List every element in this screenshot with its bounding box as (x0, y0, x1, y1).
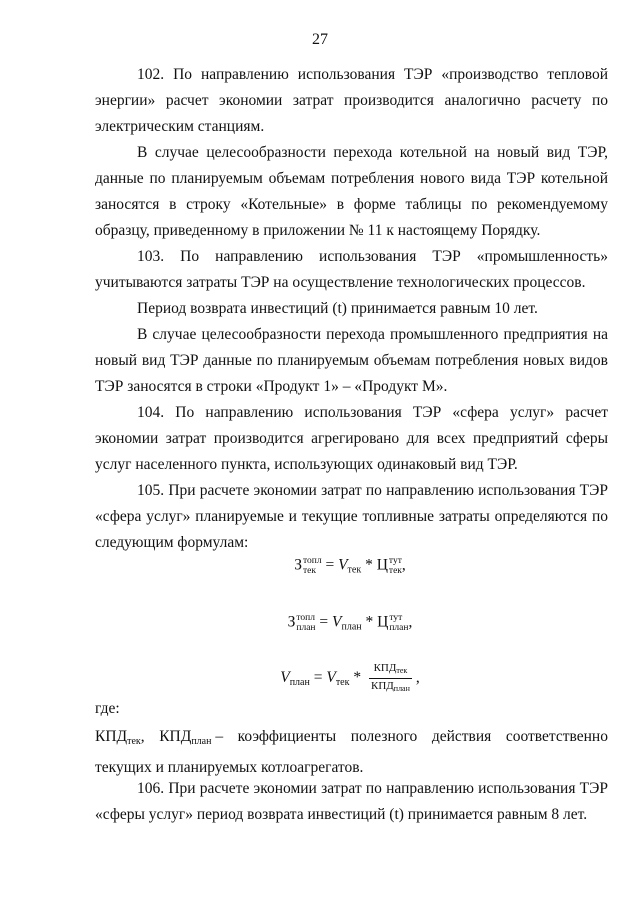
paragraph-boiler-transition: В случае целесообразности перехода котельной на новый вид ТЭР, данные по планируемым объемам потребления нового вида ТЭР котельной заносятся в строку «Котельные» в форме таблицы по рекомендуемому образцу, приведенному в приложении № 11 к настоящему Порядку. (95, 144, 608, 239)
paragraph-105: 105. При расчете экономии затрат по направлению использования ТЭР «сфера услуг» планируемые и текущие топливные затраты определяются по следующим формулам: (95, 482, 608, 551)
paragraph-103: 103. По направлению использования ТЭР «промышленность» учитываются затраты ТЭР на осуществление технологических процессов. (95, 248, 608, 291)
paragraph-payback-10: Период возврата инвестиций (t) принимается равным 10 лет. (137, 300, 538, 317)
paragraph-102: 102. По направлению использования ТЭР «производство тепловой энергии» расчет экономии затрат производится аналогично расчету по электрическим станциям. (95, 66, 608, 135)
efficiency-definition: $КПД_{тек}$, $КПД_{план}$ – коэффициенты полезного действия соответственно текущих и планируемых котлоагрегатов. (95, 728, 608, 776)
page-number: 27 (312, 31, 328, 48)
paragraph-104: 104. По направлению использования ТЭР «сфера услуг» расчет экономии затрат производится агрегировано для всех предприятий сферы услуг населенного пункта, использующих одинаковый вид ТЭР. (95, 404, 608, 473)
formula-planned-fuel-costs: З топл план = $V_{план}$ * Ц тут план , (287, 613, 413, 633)
where-label: где: (95, 700, 120, 717)
efficiency-ratio-fraction: $\frac{КПД_{тек}}{КПД_{план}}$ (370, 662, 410, 693)
paragraph-industry-transition: В случае целесообразности перехода промышленного предприятия на новый вид ТЭР данные по планируемым объемам потребления новых видов ТЭР заносятся в строки «Продукт 1» – «Продукт М». (95, 326, 608, 395)
paragraph-106: 106. При расчете экономии затрат по направлению использования ТЭР «сферы услуг» период возврата инвестиций (t) принимается равным 8 лет. (95, 780, 608, 823)
formula-current-fuel-costs: З топл тек = $V_{тек}$ * Ц тут тек , (294, 556, 406, 576)
formula-planned-volume: $V_{план} = V_{тек}$ * $\frac{КПД_{тек}}{КПД_{план}}$ , (200, 661, 500, 696)
